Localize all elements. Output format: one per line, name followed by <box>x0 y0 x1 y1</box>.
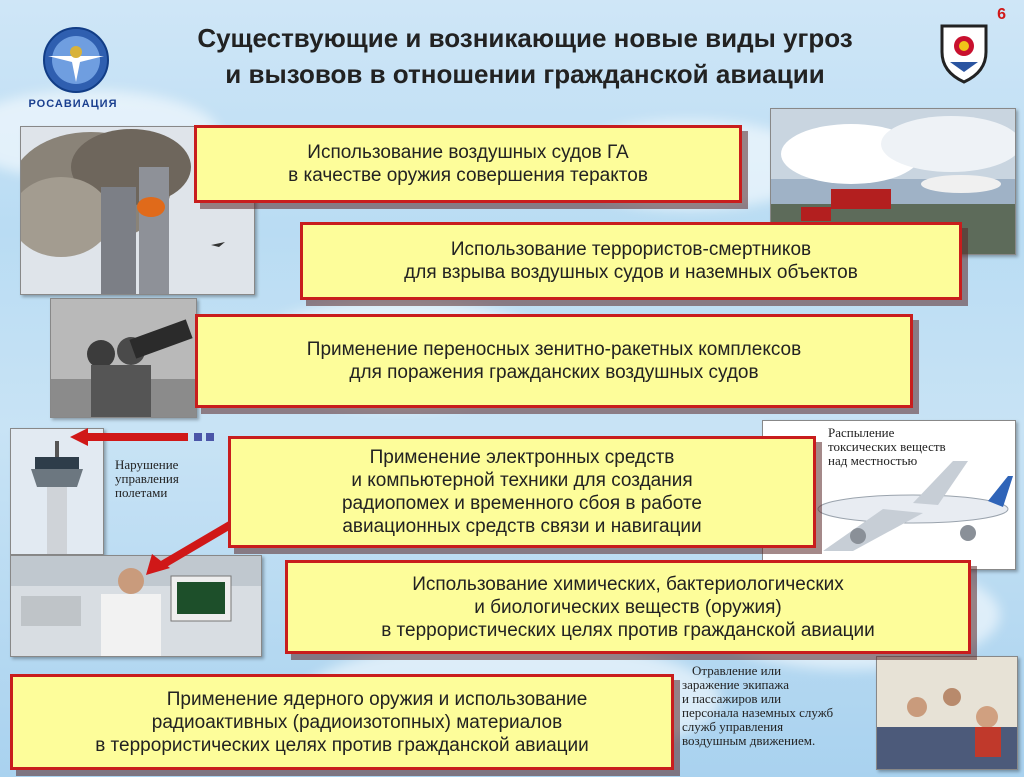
emblem-shield <box>938 22 990 84</box>
page-title: Существующие и возникающие новые виды угроз и вызовов в отношении гражданской авиации <box>197 23 853 89</box>
photo-passengers-cabin <box>876 656 1018 770</box>
rosaviation-logo <box>18 22 128 112</box>
caption-toxic-spraying: Распыление токсических веществ над местностью <box>828 425 946 468</box>
arrow-to-control-room <box>140 520 240 580</box>
threat-box-electronic-interference: Применение электронных средств и компьютерной техники для создания радиопомех и временного сбоя в работе авиационных средств связи и навигации <box>228 436 816 548</box>
logo-text: РОСАВИАЦИЯ <box>28 98 118 110</box>
caption-poisoning: Отравление или заражение экипажа и пассажиров или персонала наземных служб служб управления воздушным движением. <box>682 663 834 748</box>
threat-box-chemical-biological: Использование химических, бактериологических и биологических веществ (оружия) в террористических целях против гражданской авиации <box>285 560 971 654</box>
threat-box-manpads: Применение переносных зенитно-ракетных комплексов для поражения гражданских воздушных судов <box>195 314 913 408</box>
arrow-to-tower <box>70 426 220 448</box>
threat-box-suicide-bombers: Использование террористов-смертников для взрыва воздушных судов и наземных объектов <box>300 222 962 300</box>
slide-number: 6 <box>997 6 1006 23</box>
photo-manpads-soldiers <box>50 298 197 418</box>
threat-box-nuclear-radiological: Применение ядерного оружия и использование радиоактивных (радиоизотопных) материалов в террористических целях против гражданской авиации <box>10 674 674 770</box>
threat-box-aircraft-as-weapon: Использование воздушных судов ГА в качестве оружия совершения терактов <box>194 125 742 203</box>
caption-atc-disruption: Нарушение управления полетами <box>115 457 179 500</box>
